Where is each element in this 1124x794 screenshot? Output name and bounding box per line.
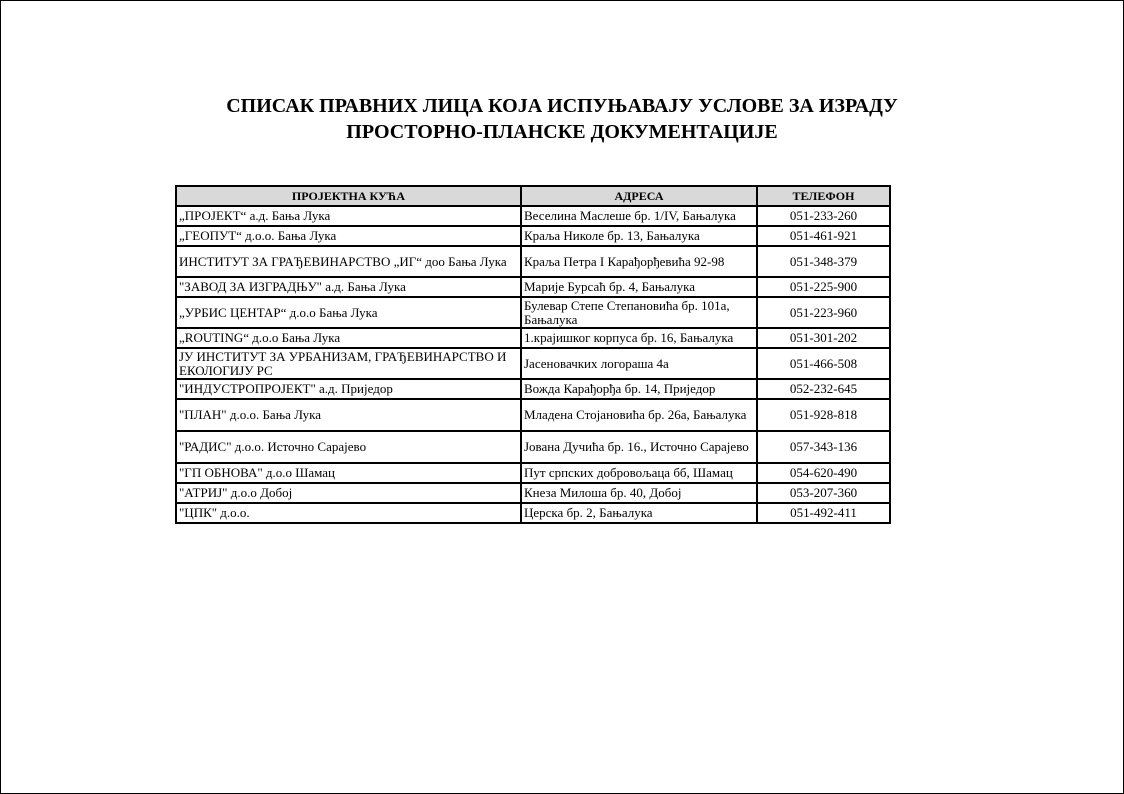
company-cell: "ГП ОБНОВА" д.о.о Шамац <box>176 463 521 483</box>
company-cell: „УРБИС ЦЕНТАР“ д.о.о Бања Лука <box>176 297 521 328</box>
address-cell: Марије Бурсаћ бр. 4, Бањалука <box>521 277 757 297</box>
company-cell: ИНСТИТУТ ЗА ГРАЂЕВИНАРСТВО „ИГ“ доо Бања Лука <box>176 246 521 277</box>
address-cell: Младена Стојановића бр. 26а, Бањалука <box>521 399 757 431</box>
phone-cell: 051-928-818 <box>757 399 890 431</box>
table-row <box>176 463 890 483</box>
address-cell: Јована Дучића бр. 16., Источно Сарајево <box>521 431 757 463</box>
table-row <box>176 431 890 463</box>
company-cell: ЈУ ИНСТИТУТ ЗА УРБАНИЗАМ, ГРАЂЕВИНАРСТВО И ЕКОЛОГИЈУ РС <box>176 348 521 379</box>
company-cell: „ПРОЈЕКТ“ а.д. Бања Лука <box>176 206 521 226</box>
company-cell: „ГЕОПУТ“ д.о.о. Бања Лука <box>176 226 521 246</box>
phone-cell: 051-461-921 <box>757 226 890 246</box>
table-row <box>176 206 890 226</box>
title-line-2: ПРОСТОРНО-ПЛАНСКЕ ДОКУМЕНТАЦИЈЕ <box>346 121 778 143</box>
table-row <box>176 379 890 399</box>
phone-cell: 052-232-645 <box>757 379 890 399</box>
phone-cell: 051-225-900 <box>757 277 890 297</box>
address-cell: Јасеновачких логораша 4а <box>521 348 757 379</box>
table-row <box>176 246 890 277</box>
phone-cell: 054-620-490 <box>757 463 890 483</box>
table-row <box>176 399 890 431</box>
address-cell: Церска бр. 2, Бањалука <box>521 503 757 523</box>
table-row <box>176 226 890 246</box>
table-row <box>176 348 890 379</box>
header-phone: ТЕЛЕФОН <box>757 186 890 206</box>
company-cell: "ПЛАН" д.о.о. Бања Лука <box>176 399 521 431</box>
phone-cell: 053-207-360 <box>757 483 890 503</box>
phone-cell: 051-233-260 <box>757 206 890 226</box>
company-cell: "ЦПК" д.о.о. <box>176 503 521 523</box>
company-cell: "РАДИС" д.о.о. Источно Сарајево <box>176 431 521 463</box>
table-row <box>176 297 890 328</box>
table-row <box>176 277 890 297</box>
header-company: ПРОЈЕКТНА КУЋА <box>176 186 521 206</box>
title-line-1: СПИСАК ПРАВНИХ ЛИЦА КОЈА ИСПУЊАВАЈУ УСЛОВЕ ЗА ИЗРАДУ <box>226 95 898 117</box>
document-title <box>1 93 1123 145</box>
table-header-row <box>176 186 890 206</box>
address-cell: 1.крајишког корпуса бр. 16, Бањалука <box>521 328 757 348</box>
address-cell: Веселина Маслеше бр. 1/IV, Бањалука <box>521 206 757 226</box>
company-cell: "ЗАВОД ЗА ИЗГРАДЊУ" а.д. Бања Лука <box>176 277 521 297</box>
companies-table <box>175 185 891 524</box>
phone-cell: 051-466-508 <box>757 348 890 379</box>
company-cell: "АТРИЈ" д.о.о Добој <box>176 483 521 503</box>
address-cell: Краља Петра I Карађорђевића 92-98 <box>521 246 757 277</box>
address-cell: Кнеза Милоша бр. 40, Добој <box>521 483 757 503</box>
phone-cell: 051-301-202 <box>757 328 890 348</box>
header-address: АДРЕСА <box>521 186 757 206</box>
company-cell: „ROUTING“ д.о.о Бања Лука <box>176 328 521 348</box>
address-cell: Вожда Карађорђа бр. 14, Приједор <box>521 379 757 399</box>
company-cell: "ИНДУСТРОПРОЈЕКТ" а.д. Приједор <box>176 379 521 399</box>
table-row <box>176 483 890 503</box>
phone-cell: 051-223-960 <box>757 297 890 328</box>
address-cell: Пут српских добровољаца бб, Шамац <box>521 463 757 483</box>
phone-cell: 051-348-379 <box>757 246 890 277</box>
table-row <box>176 328 890 348</box>
phone-cell: 057-343-136 <box>757 431 890 463</box>
table-row <box>176 503 890 523</box>
address-cell: Краља Николе бр. 13, Бањалука <box>521 226 757 246</box>
address-cell: Булевар Степе Степановића бр. 101а, Бањалука <box>521 297 757 328</box>
phone-cell: 051-492-411 <box>757 503 890 523</box>
